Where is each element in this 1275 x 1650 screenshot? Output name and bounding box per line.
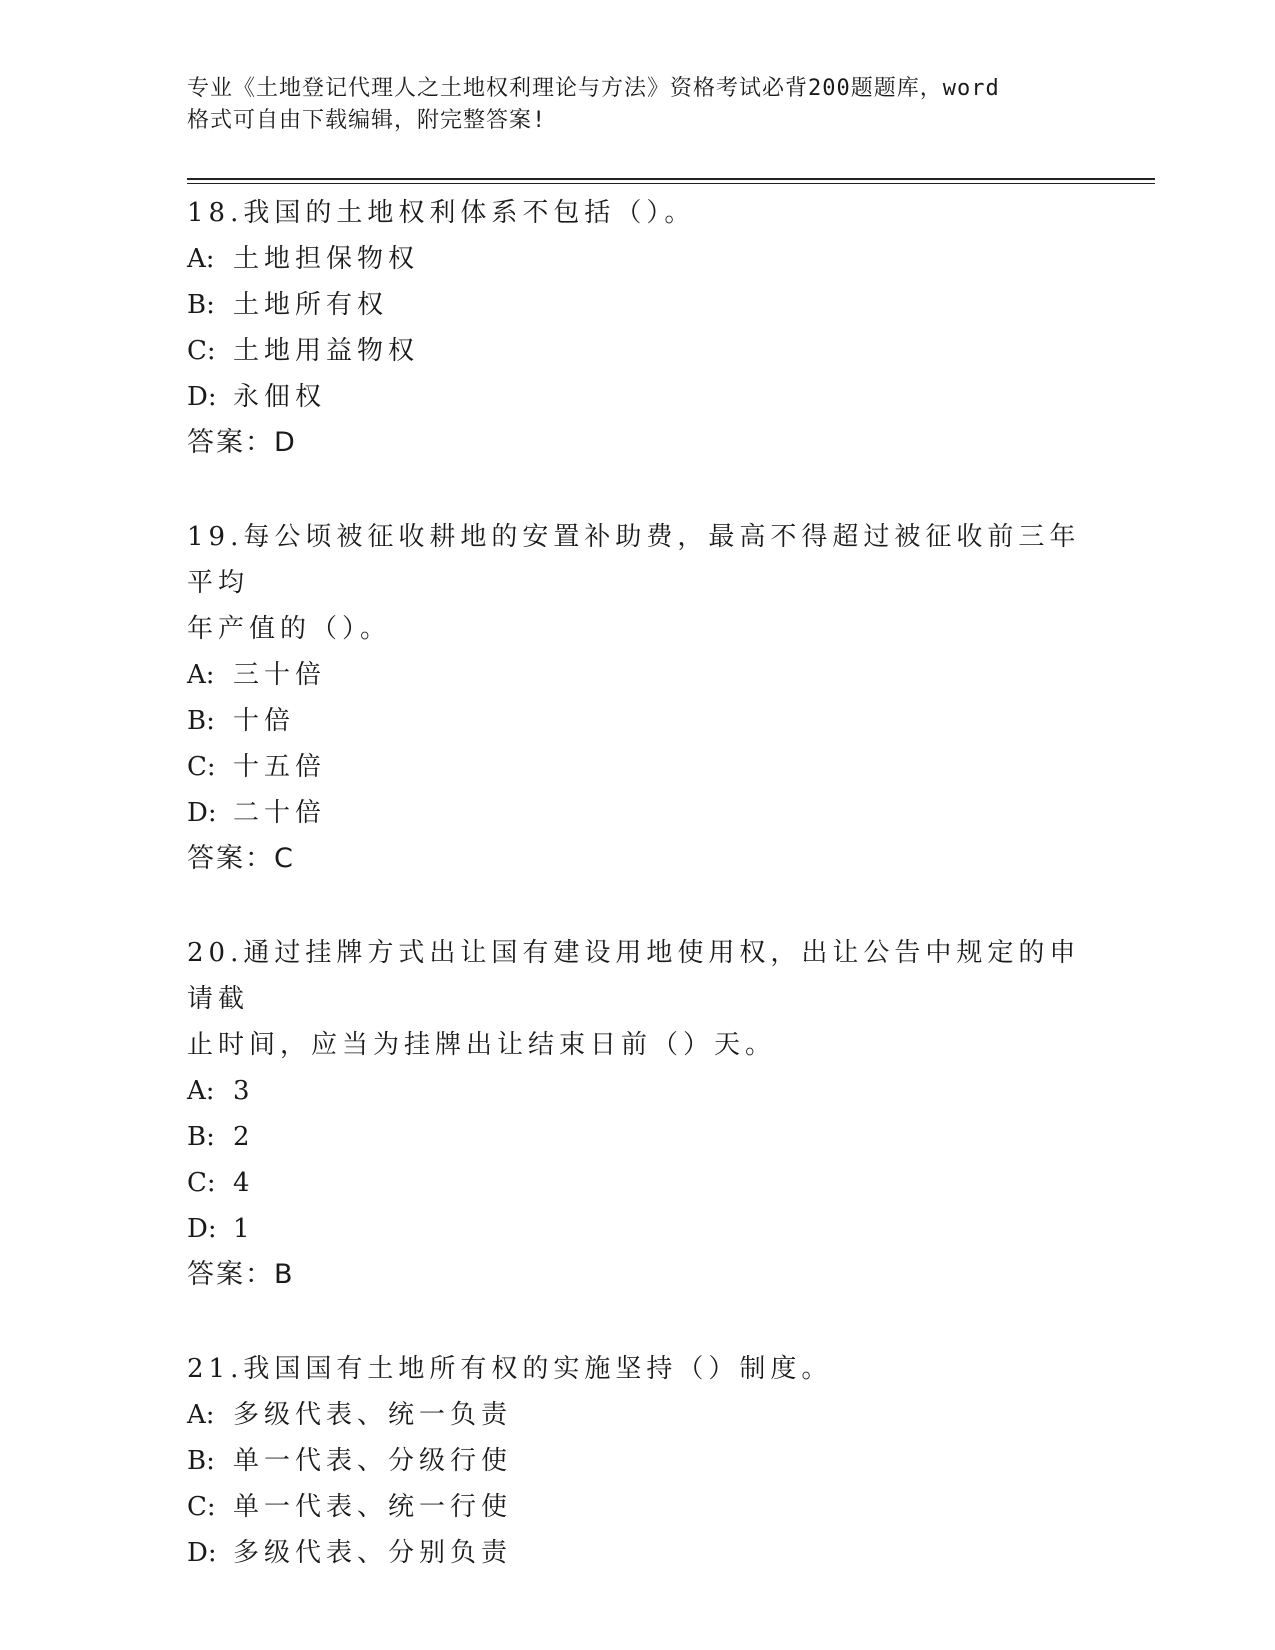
option-row — [187, 236, 1087, 282]
option-key: B: — [187, 1122, 215, 1152]
option-row — [187, 1160, 1087, 1206]
option-text: 3 — [233, 1076, 255, 1106]
option-text: 多级代表、统一负责 — [233, 1400, 513, 1430]
option-key: C: — [187, 752, 216, 782]
option-text: 二十倍 — [233, 798, 327, 828]
option-row — [187, 744, 1087, 790]
option-text: 土地用益物权 — [233, 336, 420, 366]
option-text: 单一代表、统一行使 — [233, 1492, 513, 1522]
option-key: B: — [187, 706, 215, 736]
option-text: 2 — [233, 1122, 255, 1152]
header-line-1: 专业《土地登记代理人之土地权利理论与方法》资格考试必背200题题库，word — [187, 76, 1000, 101]
option-text: 单一代表、分级行使 — [233, 1446, 513, 1476]
question-text: 20.通过挂牌方式出让国有建设用地使用权，出让公告中规定的申请截 — [187, 938, 1081, 1014]
answer-text: 答案：C — [187, 843, 295, 874]
option-text: 永佃权 — [233, 382, 327, 412]
option-row — [187, 1530, 1087, 1576]
option-text: 土地担保物权 — [233, 244, 420, 274]
option-text: 4 — [233, 1168, 255, 1198]
option-row — [187, 1484, 1087, 1530]
question-list — [187, 190, 1087, 1576]
question-text: 21.我国国有土地所有权的实施坚持（）制度。 — [187, 1354, 833, 1384]
answer-text: 答案：B — [187, 1259, 295, 1290]
question-block — [187, 190, 1087, 466]
option-row — [187, 1114, 1087, 1160]
document-header — [187, 73, 1067, 137]
question-block — [187, 514, 1087, 882]
option-row — [187, 1392, 1087, 1438]
header-divider-thick — [187, 178, 1155, 180]
option-key: B: — [187, 290, 215, 320]
header-line-2: 格式可自由下载编辑，附完整答案! — [187, 108, 547, 133]
option-text: 十倍 — [233, 706, 296, 736]
option-text: 十五倍 — [233, 752, 327, 782]
question-block — [187, 930, 1087, 1298]
option-key: A: — [187, 1076, 215, 1106]
option-key: C: — [187, 1168, 216, 1198]
option-row — [187, 652, 1087, 698]
option-text: 1 — [233, 1214, 255, 1244]
answer-text: 答案：D — [187, 427, 297, 458]
option-text: 土地所有权 — [233, 290, 389, 320]
header-divider-thin — [187, 183, 1155, 184]
option-key: A: — [187, 1400, 215, 1430]
option-text: 多级代表、分别负责 — [233, 1538, 513, 1568]
option-key: C: — [187, 336, 216, 366]
option-row — [187, 1438, 1087, 1484]
option-row — [187, 790, 1087, 836]
question-text: 止时间，应当为挂牌出让结束日前（）天。 — [187, 1030, 777, 1060]
question-text: 年产值的（）。 — [187, 614, 392, 644]
option-row — [187, 328, 1087, 374]
question-block — [187, 1346, 1087, 1576]
option-row — [187, 374, 1087, 420]
question-text: 18.我国的土地权利体系不包括（）。 — [187, 198, 696, 228]
option-key: A: — [187, 244, 215, 274]
question-text: 19.每公顷被征收耕地的安置补助费，最高不得超过被征收前三年平均 — [187, 522, 1081, 598]
option-key: B: — [187, 1446, 215, 1476]
option-key: D: — [187, 382, 217, 412]
option-row — [187, 1206, 1087, 1252]
option-row — [187, 698, 1087, 744]
option-key: A: — [187, 660, 215, 690]
option-key: D: — [187, 1214, 217, 1244]
option-key: D: — [187, 1538, 217, 1568]
option-key: D: — [187, 798, 217, 828]
option-row — [187, 1068, 1087, 1114]
option-text: 三十倍 — [233, 660, 327, 690]
option-key: C: — [187, 1492, 216, 1522]
option-row — [187, 282, 1087, 328]
